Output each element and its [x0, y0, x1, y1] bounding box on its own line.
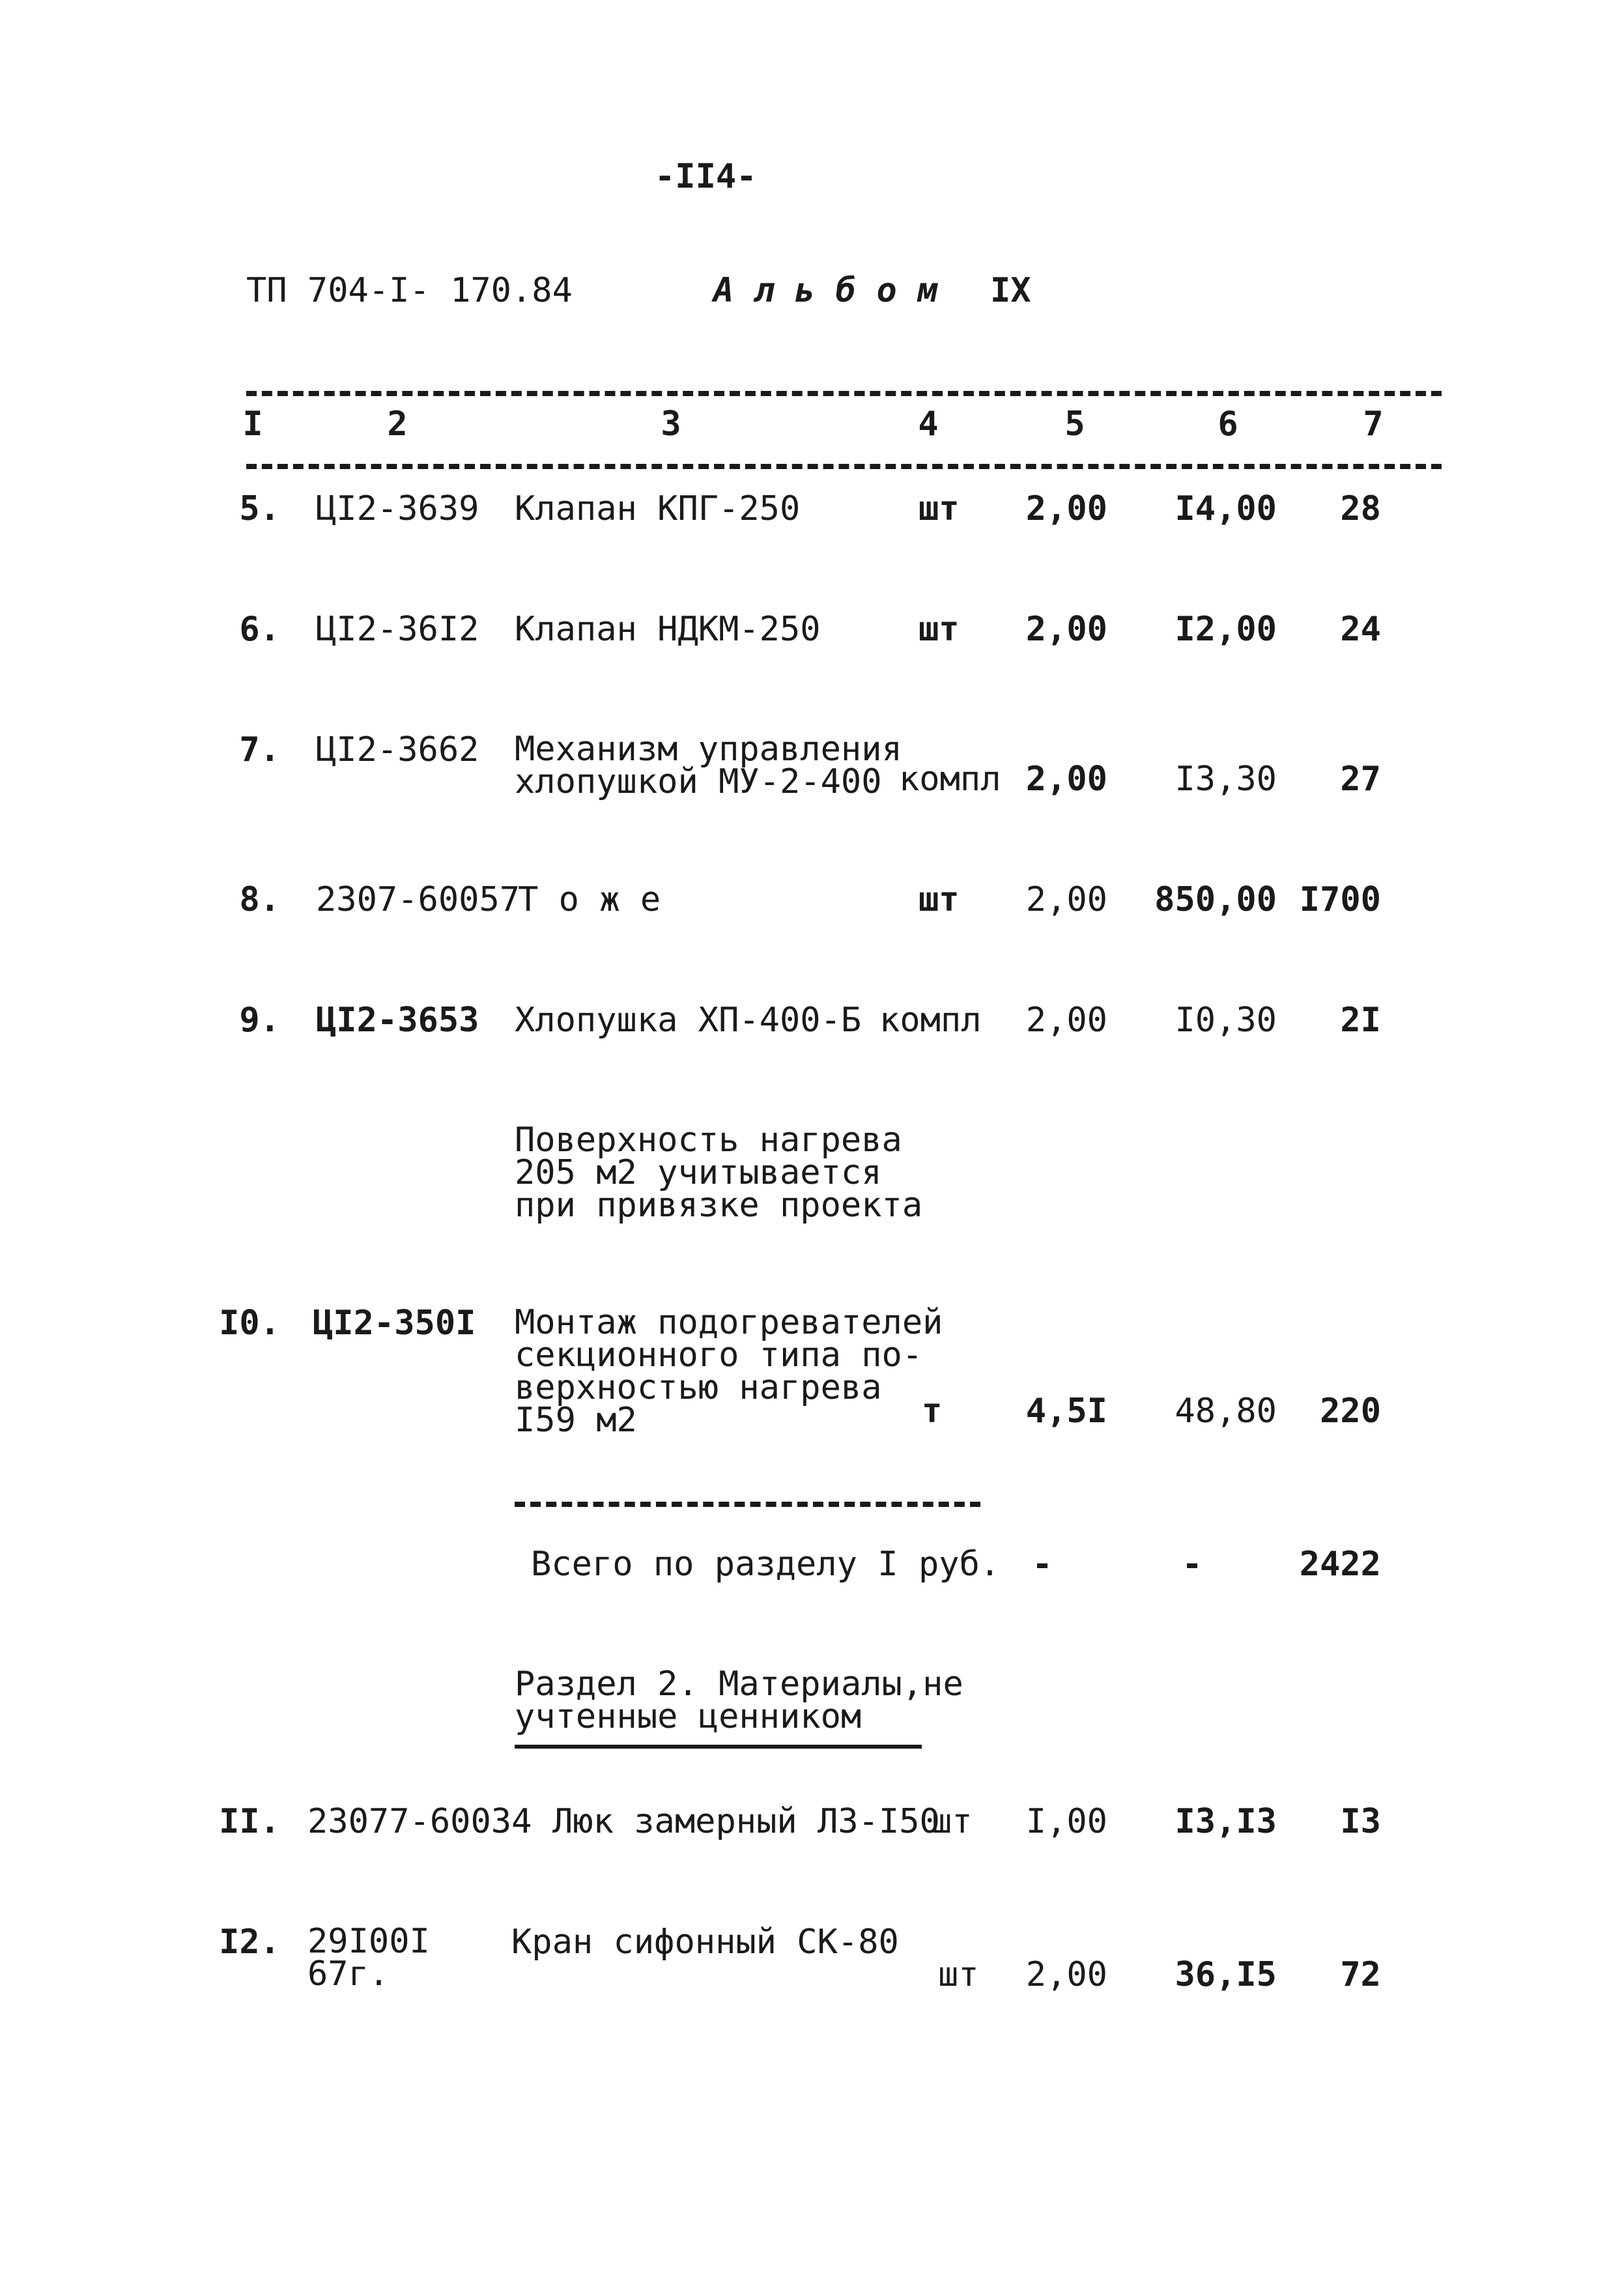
row-unit: шт — [919, 880, 960, 919]
row-qty: 4,5I — [1025, 1392, 1107, 1431]
column-header: 3 — [661, 405, 681, 444]
row-total: 24 — [1340, 610, 1381, 649]
row-name: Хлопушка ХП-400-Б — [515, 1001, 862, 1040]
column-header: 7 — [1363, 405, 1384, 444]
row-name: Монтаж подогревателей секционного типа по- верхностью нагрева I59 м2 — [515, 1303, 943, 1440]
total-label: Всего по разделу I — [531, 1545, 898, 1584]
column-header: 4 — [918, 405, 939, 444]
row-total: I700 — [1299, 880, 1381, 919]
row-code: 2307-60057 — [316, 880, 520, 919]
row-price: I0,30 — [1175, 1001, 1277, 1040]
row-name: Люк замерный ЛЗ-I50 — [552, 1802, 940, 1841]
total-sum: 2422 — [1299, 1545, 1381, 1584]
row-unit: компл — [879, 1001, 982, 1040]
row-code: ЦI2-3653 — [316, 1001, 479, 1040]
row-number: 8. — [239, 880, 280, 919]
row-number: 9. — [239, 1001, 280, 1040]
row-total: 220 — [1320, 1392, 1381, 1431]
table-header-rule — [246, 464, 1442, 469]
row-qty: 2,00 — [1025, 610, 1107, 649]
page-number: -II4- — [655, 157, 757, 196]
row-price: 850,00 — [1154, 880, 1277, 919]
row-code: ЦI2-350I — [313, 1304, 476, 1343]
column-header: 6 — [1218, 405, 1238, 444]
total-qty: - — [1032, 1545, 1053, 1584]
row-code: ЦI2-36I2 — [316, 610, 479, 649]
row-code: ЦI2-3662 — [316, 730, 479, 769]
row-number: 5. — [239, 489, 280, 528]
row-name: Клапан НДКМ-250 — [515, 610, 821, 649]
row-qty: I,00 — [1025, 1802, 1107, 1841]
row-number: 7. — [239, 730, 280, 769]
row-price: 36,I5 — [1175, 1955, 1277, 1994]
total-unit: руб. — [919, 1545, 1001, 1584]
section-heading: Раздел 2. Материалы,не учтенные ценником — [515, 1665, 963, 1736]
row-unit: шт — [919, 610, 960, 649]
row-qty: 2,00 — [1025, 1955, 1107, 1994]
row-name: Кран сифонный СК-80 — [511, 1923, 899, 1962]
table-top-rule — [246, 391, 1442, 396]
row-code: 23077-60034 — [307, 1802, 532, 1841]
column-header: 5 — [1064, 405, 1085, 444]
row-qty: 2,00 — [1025, 1001, 1107, 1040]
subtotal-rule — [515, 1502, 980, 1507]
row-price: I3,I3 — [1175, 1802, 1277, 1841]
row-price: I3,30 — [1175, 760, 1277, 799]
row-price: I2,00 — [1175, 610, 1277, 649]
column-header: I — [242, 405, 263, 444]
row-unit: компл — [899, 760, 1001, 799]
row-price: I4,00 — [1175, 489, 1277, 528]
album-number: IX — [990, 271, 1031, 310]
row-name: Клапан КПГ-250 — [515, 489, 801, 528]
row-number: 6. — [239, 610, 280, 649]
row-number: I2. — [219, 1923, 280, 1962]
row-qty: 2,00 — [1025, 760, 1107, 799]
row-unit: т — [922, 1392, 943, 1431]
row-total: I3 — [1340, 1802, 1381, 1841]
total-price: - — [1182, 1545, 1203, 1584]
album-label: А л ь б о м — [713, 271, 938, 310]
row-qty: 2,00 — [1025, 880, 1107, 919]
row-unit: шт — [938, 1955, 979, 1994]
row-price: 48,80 — [1175, 1392, 1277, 1431]
row-number: I0. — [219, 1304, 280, 1343]
row-total: 2I — [1340, 1001, 1381, 1040]
row-name: Т о ж е — [518, 880, 661, 919]
row-unit: шт — [919, 489, 960, 528]
row-total: 28 — [1340, 489, 1381, 528]
row-name: Механизм управления хлопушкой МУ-2-400 — [515, 730, 902, 801]
column-header: 2 — [387, 405, 408, 444]
row-code: ЦI2-3639 — [316, 489, 479, 528]
row-number: II. — [219, 1802, 280, 1841]
row-total: 27 — [1340, 760, 1381, 799]
section-underline — [515, 1745, 922, 1749]
row-code: 29I00I 67г. — [307, 1922, 430, 1994]
doc-code: ТП 704-I- 170.84 — [246, 271, 573, 310]
row-unit: шт — [932, 1802, 973, 1841]
row-qty: 2,00 — [1025, 489, 1107, 528]
note-text: Поверхность нагрева 205 м2 учитывается при привязке проекта — [515, 1121, 923, 1225]
row-total: 72 — [1340, 1955, 1381, 1994]
